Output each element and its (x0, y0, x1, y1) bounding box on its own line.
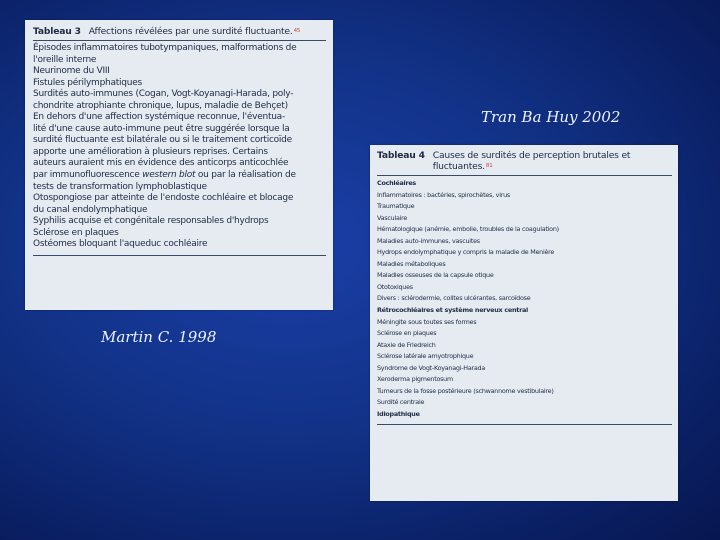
table-3-rows (33, 43, 326, 251)
table-4-row: Tumeurs de la fosse postérieure (schwannome vestibulaire) (377, 386, 554, 395)
table-3-label: Tableau 3 (33, 26, 81, 37)
table-4-top-rule (377, 175, 672, 176)
table-4-label: Tableau 4 (377, 150, 425, 161)
table-4-row: Maladies auto-immunes, vascuites (377, 236, 480, 245)
table-4-title-wrap (433, 150, 631, 172)
table-3-row: apporte une amélioration à plusieurs reprises. Certains (33, 146, 268, 157)
table-3-row: l'oreille interne (33, 54, 97, 65)
table-4-row: Sclérose en plaques (377, 329, 437, 338)
table-4-row: Divers : sclérodermie, colites ulcérantes, sarcoïdose (377, 294, 531, 303)
table-4-row: Maladies osseuses de la capsule otique (377, 271, 494, 280)
table-4-rows (377, 178, 672, 420)
caption-tran-ba-huy: Tran Ba Huy 2002 (481, 108, 621, 126)
table-4-row: Maladies métaboliques (377, 259, 446, 268)
table-4-category-row: Idiopathique (377, 409, 420, 418)
table-4-title-line1: Causes de surdités de perception brutales et (432, 150, 631, 161)
table-4-row: Vasculaire (377, 213, 408, 222)
table-4-reference: 81 (485, 163, 493, 169)
table-4-header (377, 150, 672, 172)
table-3-title-wrap (89, 26, 300, 37)
table-3-row: Fistules périlymphatiques (33, 77, 142, 88)
table-3-row: En dehors d'une affection systémique reconnue, l'éventua- (33, 112, 285, 123)
table-4-category-row: Rétrocochléaires et système nerveux central (377, 306, 528, 315)
table-3-row: par immunofluorescence western blot ou par la réalisation de (33, 170, 296, 181)
table-3-row: tests de transformation lymphoblastique (33, 181, 207, 192)
table-3-title: Affections révélées par une surdité fluctuante. (88, 26, 293, 37)
table-4-row: Ataxie de Friedreich (377, 340, 436, 349)
table-3-row: lité d'une cause auto-immune peut être suggérée lorsque la (33, 123, 290, 134)
table-3-row: Neurinome du VIII (33, 66, 110, 77)
table-3-header (33, 26, 326, 37)
table-4-category-row: Cochléaires (377, 179, 416, 187)
table-3-row: chondrite atrophiante chronique, lupus, maladie de Behçet) (33, 100, 288, 111)
table-4-row: Hydrops endolymphatique y compris la maladie de Menière (377, 248, 555, 257)
table-3-row: Sclérose en plaques (33, 227, 119, 238)
table-3-row: Surdités auto-immunes (Cogan, Vogt-Koyanagi-Harada, poly- (33, 89, 294, 100)
table-3-top-rule (33, 40, 326, 41)
table-3-row: du canal endolymphatique (33, 204, 148, 215)
table-3-row: surdité fluctuante est bilatérale ou si le traitement corticoïde (33, 135, 292, 146)
table-3-row: Ostéomes bloquant l'aqueduc cochléaire (33, 239, 208, 250)
table-4-row: Inflammatoires : bactéries, spirochètes, virus (377, 190, 510, 199)
table-3-bottom-rule (33, 255, 326, 256)
table-4-row: Xeroderma pigmentosum (377, 375, 453, 384)
table-3-row: Otospongiose par atteinte de l'endoste cochléaire et blocage (33, 193, 294, 204)
table-4-bottom-rule (377, 424, 672, 425)
table-4-row: Hématologique (anémie, embolie, troubles de la coagulation) (377, 225, 559, 234)
table-4-row: Méningite sous toutes ses formes (377, 317, 477, 326)
table-4-title-line2: fluctuantes. (432, 161, 485, 172)
table-3-row: Épisodes inflammatoires tubotympaniques, malformations de (33, 43, 297, 53)
table-3-reference: 45 (293, 28, 301, 34)
table-4-row: Sclérose latérale amyotrophique (377, 352, 474, 361)
caption-martin: Martin C. 1998 (101, 328, 217, 346)
table-4-row: Syndrome de Vogt-Koyanagi-Harada (377, 363, 486, 372)
table-3-card (25, 20, 333, 310)
table-4-card (370, 145, 678, 501)
table-3-row: auteurs auraient mis en évidence des anticorps anticochlée (33, 158, 289, 169)
table-4-row: Ototoxiques (377, 282, 413, 291)
table-4-row: Traumatique (377, 202, 415, 211)
table-4-row: Surdité centrale (377, 398, 425, 407)
table-3-row: Syphilis acquise et congénitale responsables d'hydrops (33, 216, 269, 227)
